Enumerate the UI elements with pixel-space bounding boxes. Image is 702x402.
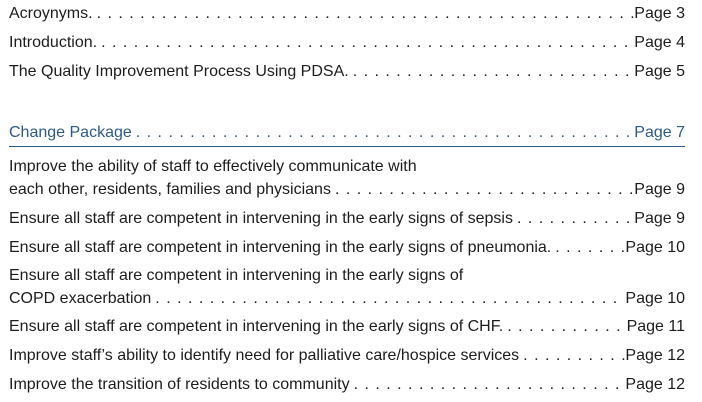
toc-entry-label: Improve staff’s ability to identify need for palliative care/hospice services: [9, 347, 520, 364]
toc-entry-pneumonia[interactable]: [9, 236, 685, 259]
toc-entry-communication[interactable]: [9, 155, 685, 201]
toc-entry-copd[interactable]: [9, 264, 685, 310]
toc-entry-palliative[interactable]: [9, 344, 685, 367]
toc-entry-label-line1: Improve the ability of staff to effectively communicate with: [9, 158, 417, 175]
dot-leader: [350, 373, 626, 396]
dot-leader: [151, 287, 625, 310]
toc-entry-label: Ensure all staff are competent in intervening in the early signs of CHF.: [9, 318, 504, 335]
toc-entry-label: Ensure all staff are competent in intervening in the early signs of sepsis: [9, 210, 513, 227]
toc-entry-page: Page 3: [634, 5, 685, 22]
dot-leader: [132, 121, 635, 144]
dot-leader: [513, 207, 634, 230]
dot-leader: [331, 178, 634, 201]
dot-leader: [97, 31, 634, 54]
toc-entry-page: Page 10: [625, 239, 685, 256]
toc-section-label: Change Package: [9, 124, 132, 141]
toc-entry-label: Acroynyms.: [9, 5, 93, 22]
dot-leader: [503, 315, 626, 338]
dot-leader: [349, 60, 635, 83]
toc-entry-label: Improve the transition of residents to community: [9, 376, 350, 393]
toc-entry-pdsa[interactable]: [9, 60, 685, 83]
toc-entry-label-line2: each other, residents, families and physicians: [9, 181, 331, 198]
toc-entry-page: Page 11: [626, 318, 685, 335]
toc-entry-label: Ensure all staff are competent in intervening in the early signs of pneumonia.: [9, 239, 552, 256]
toc-entry-acronyms[interactable]: [9, 2, 685, 25]
toc-entry-page: Page 9: [634, 181, 685, 198]
toc-entry-label-line2: COPD exacerbation: [9, 290, 152, 307]
toc-entry-page: Page 5: [634, 63, 685, 80]
toc-entry-page: Page 9: [634, 210, 685, 227]
toc-entry-label: The Quality Improvement Process Using PDSA.: [9, 63, 349, 80]
section-divider: [9, 146, 685, 147]
toc-entry-introduction[interactable]: [9, 31, 685, 54]
toc-entry-page: Page 12: [625, 376, 685, 393]
toc-entry-chf[interactable]: [9, 315, 685, 338]
toc-entry-page: Page 12: [625, 347, 685, 364]
dot-leader: [93, 2, 635, 25]
toc-entry-page: Page 10: [625, 290, 685, 307]
dot-leader: [519, 344, 625, 367]
toc-section-change-package[interactable]: [9, 121, 685, 144]
dot-leader: [551, 236, 625, 259]
toc-entry-label-line1: Ensure all staff are competent in intervening in the early signs of: [9, 267, 464, 284]
toc-entry-page: Page 4: [634, 34, 685, 51]
toc-entry-transition[interactable]: [9, 373, 685, 396]
toc-entry-sepsis[interactable]: [9, 207, 685, 230]
toc-section-page: Page 7: [634, 124, 685, 141]
toc-entry-label: Introduction.: [9, 34, 98, 51]
